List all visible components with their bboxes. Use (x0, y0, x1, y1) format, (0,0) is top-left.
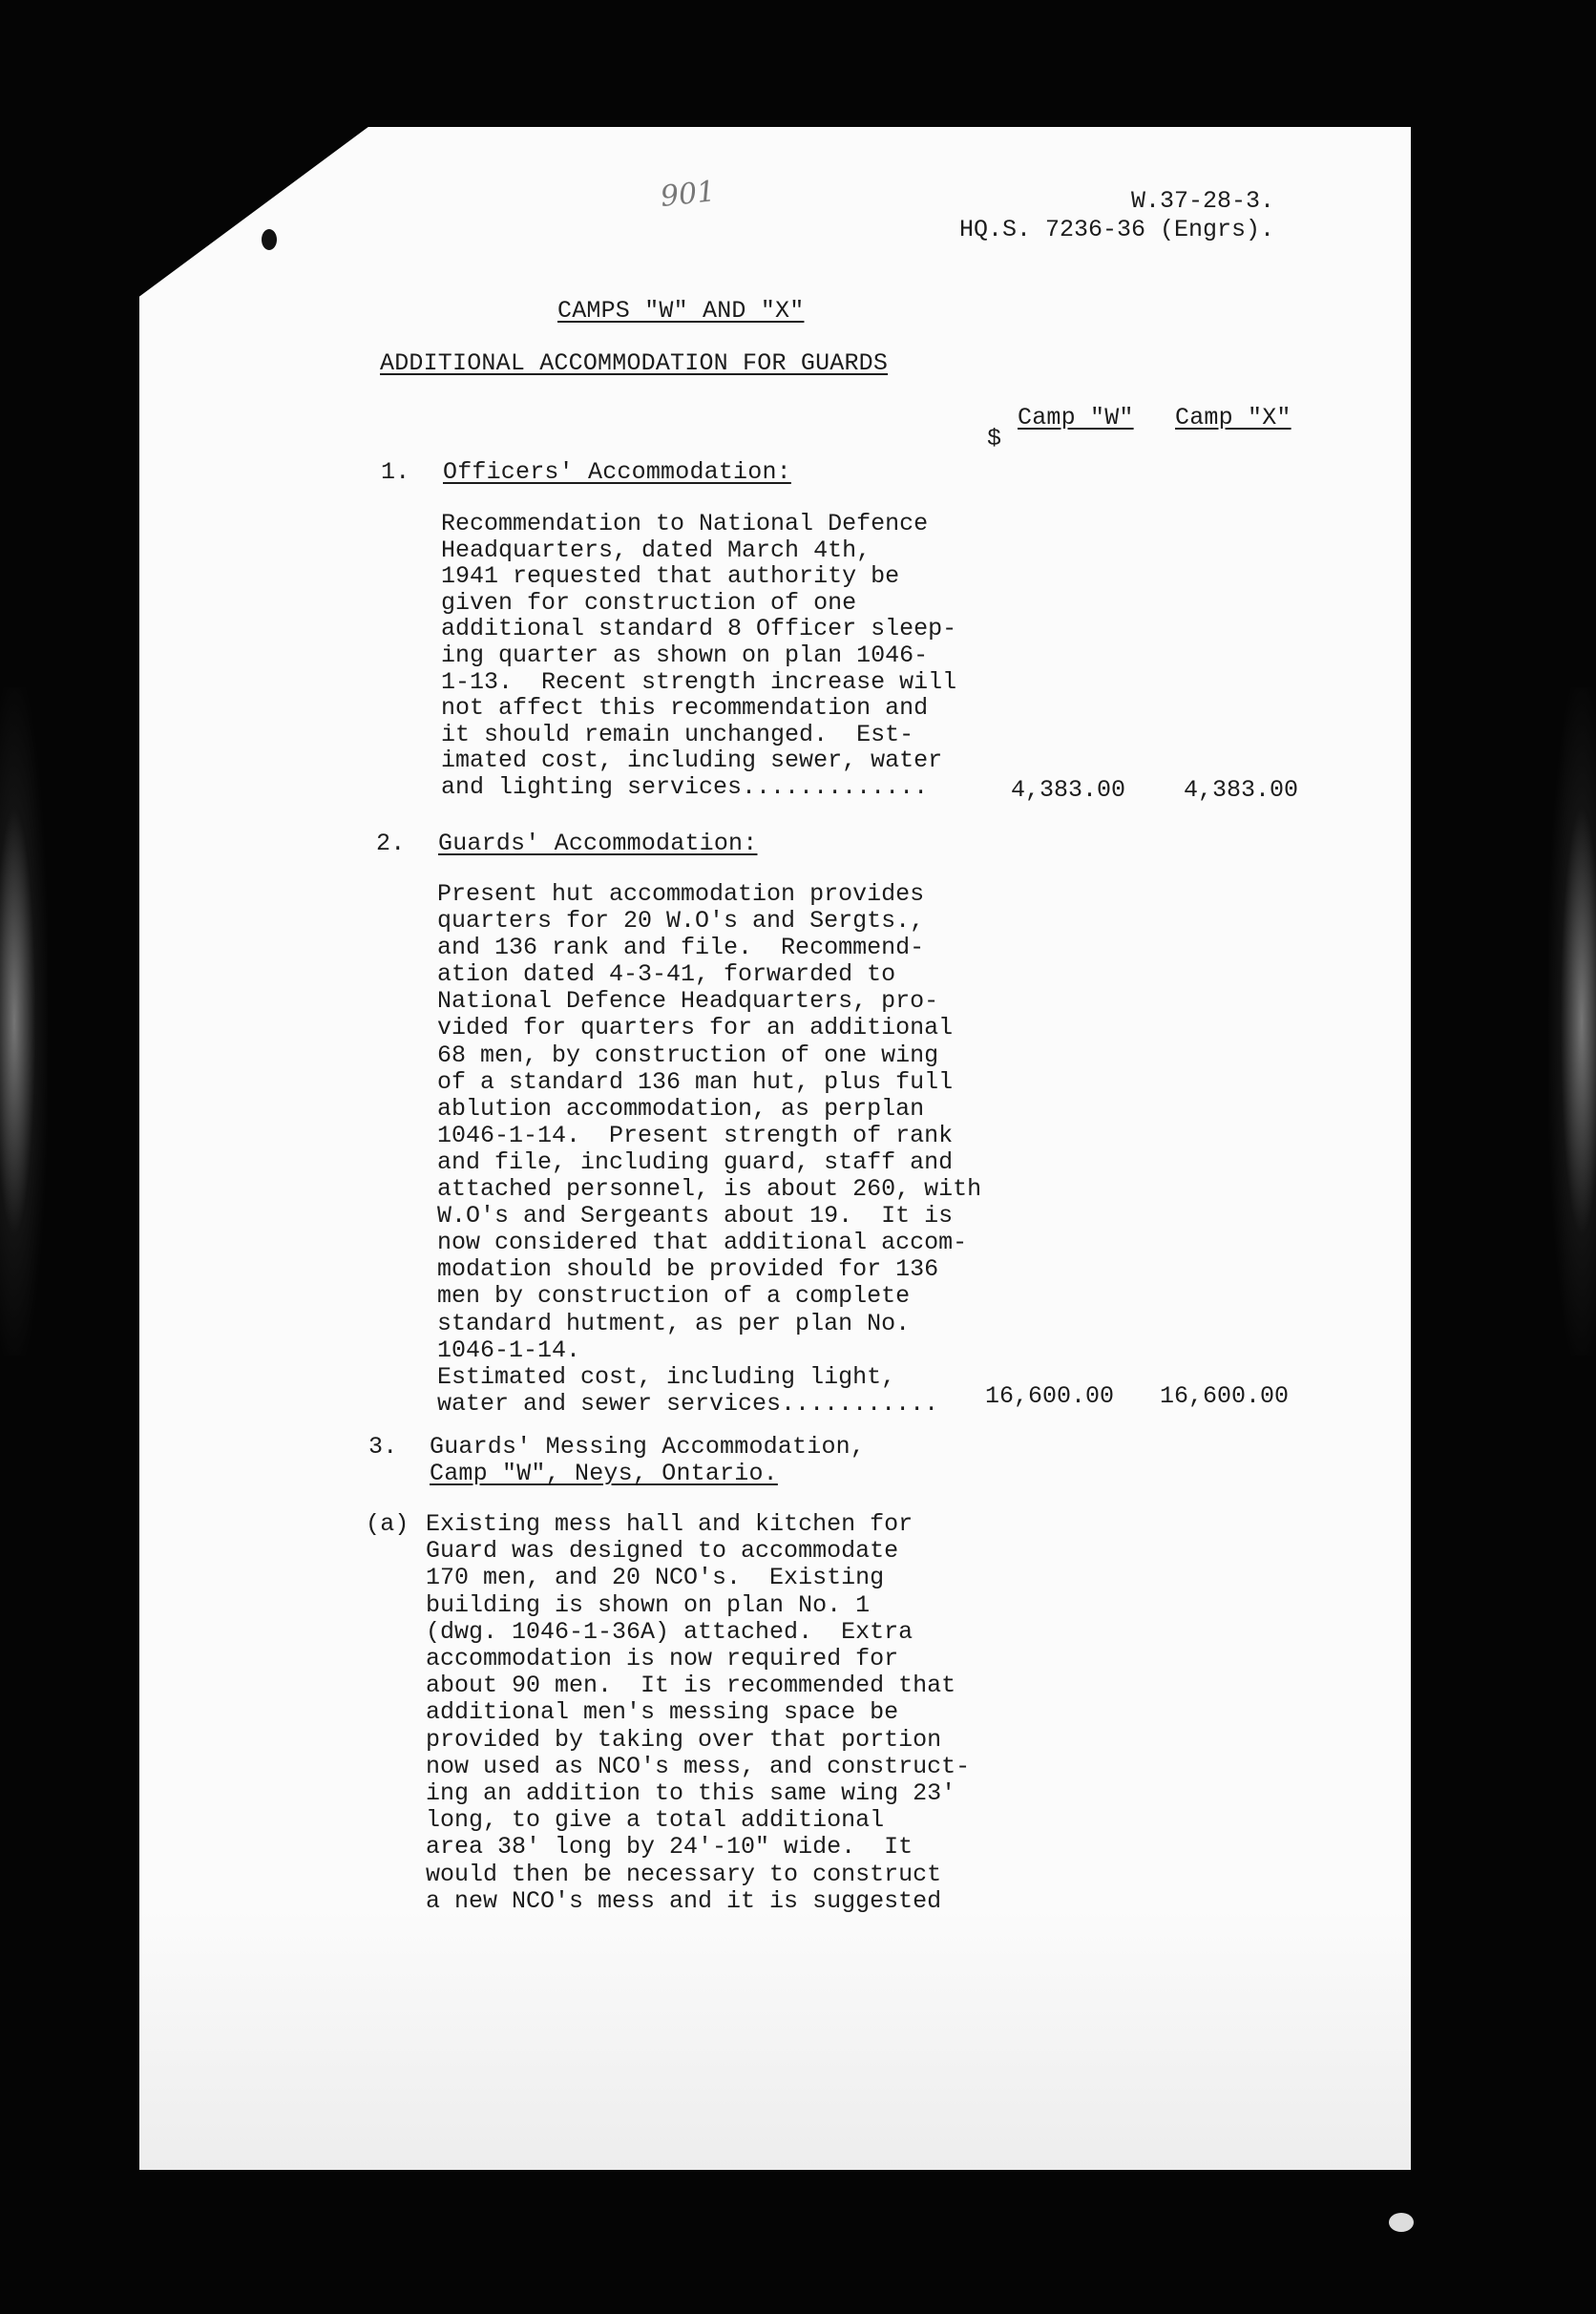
column-header-camp-x: Camp "X" (1175, 404, 1292, 431)
section-number: 3. (368, 1433, 398, 1461)
section-number: 2. (376, 830, 406, 857)
section-body: Recommendation to National Defence Headquarters, dated March 4th, 1941 requested that authority be given for construction of one additional standard 8 Officer sleep- ing quarter as shown on plan 1046- 1-13. Recent strength increase will not affect this recommendation and it should remain unchanged. Est- imated cost, including sewer, water and lighting services............. (441, 510, 957, 801)
scan-edge-left (0, 687, 48, 1356)
section-number: 1. (381, 458, 410, 486)
document-title: CAMPS "W" AND "X" (557, 297, 805, 325)
file-reference-line-1: W.37-28-3. (1130, 187, 1274, 215)
subsection-label: (a) (366, 1510, 410, 1538)
handwritten-mark: 901 (659, 175, 717, 214)
file-reference-line-2: HQ.S. 7236-36 (Engrs). (958, 216, 1274, 243)
document-subtitle: ADDITIONAL ACCOMMODATION FOR GUARDS (380, 349, 889, 377)
section-heading: Guards' Accommodation: (438, 830, 758, 857)
scan-edge-right (1548, 687, 1596, 1356)
section-heading-line-1: Guards' Messing Accommodation, (430, 1433, 866, 1461)
amount-camp-x: 16,600.00 (1160, 1382, 1290, 1410)
section-heading: Officers' Accommodation: (443, 458, 791, 486)
currency-symbol: $ (987, 425, 1002, 452)
amount-camp-w: 4,383.00 (1011, 776, 1126, 804)
ink-spot (262, 229, 277, 250)
amount-camp-x: 4,383.00 (1184, 776, 1299, 804)
page-shadow (139, 1909, 1411, 2170)
subsection-body: Existing mess hall and kitchen for Guard was designed to accommodate 170 men, and 20 NCO's. Existing building is shown on plan No. 1 (dwg. 1046-1-36A) attached. Extra accommodation is now required for about 90 men. It is recommended that additional men's messing space be provided by taking over that portion now used as NCO's mess, and construct- ing an addition to this same wing 23' long, to give a total additional area 38' long by 24'-10" wide. It would then be necessary to construct a new NCO's mess and it is suggested (426, 1510, 971, 1915)
section-body: Present hut accommodation provides quarters for 20 W.O's and Sergts., and 136 rank and file. Recommend- ation dated 4-3-41, forwarded to National Defence Headquarters, pro- vided for quarters for an additional 68 men, by construction of one wing of a standard 136 man hut, plus full ablution accommodation, as perplan 1046-1-14. Present strength of rank and file, including guard, staff and attached personnel, is about 260, with W.O's and Sergeants about 19. It is now considered that additional accom- modation should be provided for 136 men by construction of a complete standard hutment, as per plan No. 1046-1-14. Estimated cost, including light, water and sewer services........... (437, 880, 982, 1418)
section-heading-line-2: Camp "W", Neys, Ontario. (430, 1460, 778, 1487)
column-header-camp-w: Camp "W" (1018, 404, 1134, 431)
scan-speck (1389, 2213, 1414, 2232)
amount-camp-w: 16,600.00 (985, 1382, 1115, 1410)
